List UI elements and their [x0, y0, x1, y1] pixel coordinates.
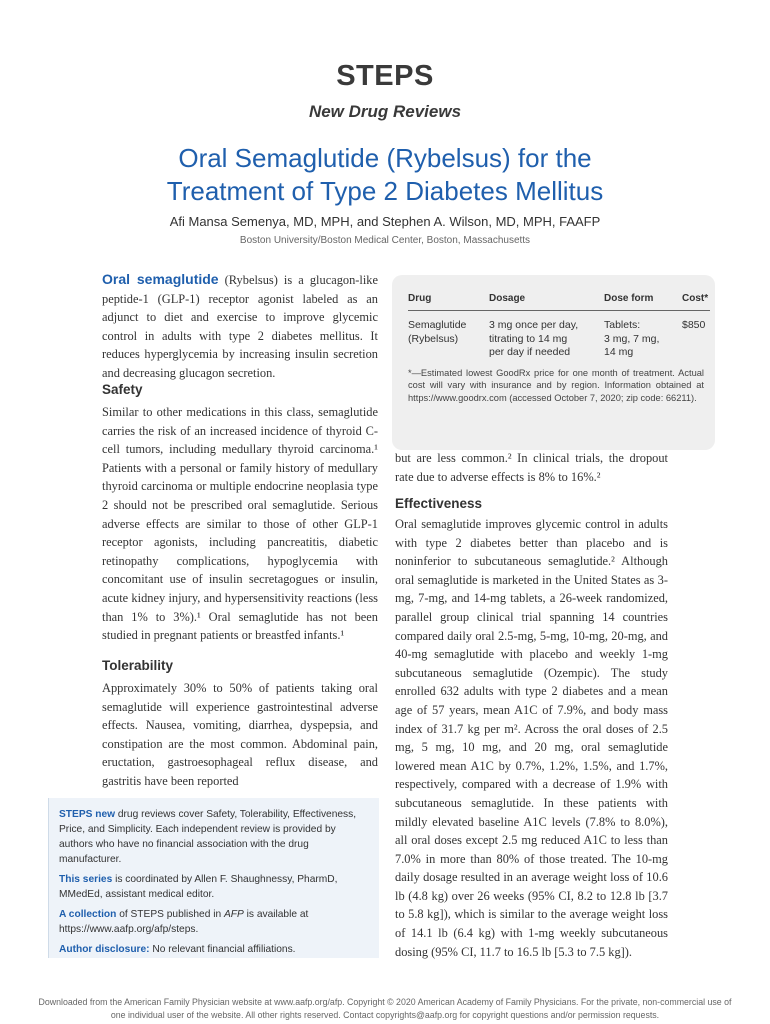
- cell-drug: Semaglutide (Rybelsus): [408, 319, 467, 345]
- intro-lead: Oral semaglutide: [102, 271, 219, 287]
- info-p3: A collection of STEPS published in AFP is available at https://www.aafp.org/afp/steps.: [59, 909, 309, 935]
- info-p2: This series is coordinated by Allen F. Shaughnessy, PharmD, MMedEd, assistant medical editor.: [59, 874, 338, 900]
- cell-cost: $850: [682, 319, 706, 331]
- table-footnote: *—Estimated lowest GoodRx price for one month of treatment. Actual cost will vary with insurance and by region. Information obtained at https://www.goodrx.com (accessed October 7, 2020; zip code: 66211).: [408, 368, 704, 403]
- effectiveness-paragraph: [395, 515, 668, 961]
- section-subhead: New Drug Reviews: [308, 102, 462, 121]
- title-line-1: Oral Semaglutide (Rybelsus) for the: [178, 143, 592, 173]
- info-p4: Author disclosure: No relevant financial affiliations.: [59, 944, 296, 955]
- table-header-row: [408, 293, 710, 311]
- authors: Afi Mansa Semenya, MD, MPH, and Stephen A. Wilson, MD, MPH, FAAFP: [169, 214, 601, 229]
- cell-dose-form: Tablets: 3 mg, 7 mg, 14 mg: [604, 319, 660, 358]
- safety-paragraph: [102, 403, 378, 645]
- tolerability-text: Approximately 30% to 50% of patients taking oral semaglutide will experience gastrointestinal adverse effects. Nausea, vomiting, diarrhea, dyspepsia, and constipation are the most common. Abdominal pain, eructation, gastroesophageal reflux disease, and gastritis have been reported: [102, 681, 378, 788]
- steps-info-box: [48, 798, 379, 958]
- intro-paragraph: [102, 270, 378, 383]
- th-cost: Cost*: [682, 293, 710, 311]
- effectiveness-text: Oral semaglutide improves glycemic control in adults with type 2 diabetes better than placebo and is noninferior to subcutaneous semaglutide.² Although oral semaglutide is marketed in the United States as 3-mg, 7-mg, and 14-mg tablets, a 26-week randomized, parallel group clinical trial spanning 14 countries compared daily oral 2.5-mg, 5-mg, 10-mg, 20-mg, and 40-mg semaglutide with placebo and weekly 1-mg subcutaneous semaglutide (Ozempic). The study enrolled 632 adults with type 2 diabetes and a mean age of 57 years, mean A1C of 7.9%, and body mass index of 31.7 kg per m². Across the oral doses of 2.5 mg, 5 mg, 10 mg, and 20 mg, oral semaglutide lowered mean A1C by 0.7%, 1.2%, 1.5%, and 1.7%, respectively, compared with a decrease of 1.9% with subcutaneous semaglutide. In these patients with mildly elevated baseline A1C levels (7.8% to 8.0%), all oral doses except 2.5 mg reduced A1C to less than 7.0% in more than 80% of those treated. The 10-mg daily dosage resulted in an average weight loss of 10.6 lb (4.8 kg) over 26 weeks (95% CI, 8.2 to 12.8 lb [3.7 to 5.8 kg]), which is similar to the average weight loss of 14.1 lb (6.4 kg) with 1-mg weekly subcutaneous dosing (95% CI, 11.7 to 16.5 lb [5.3 to 7.5 kg]).: [395, 517, 668, 959]
- table-row: [408, 311, 710, 360]
- info-p1: STEPS new drug reviews cover Safety, Tolerability, Effectiveness, Price, and Simplicity. Each independent review is provided by authors who have no financial association with the drug manufacturer.: [59, 809, 357, 865]
- tolerability-heading: Tolerability: [102, 658, 174, 673]
- drug-table: [408, 293, 710, 360]
- masthead: STEPS: [336, 60, 434, 92]
- th-dosage: Dosage: [489, 293, 604, 311]
- intro-text: (Rybelsus) is a glucagon-like peptide-1 (GLP-1) receptor agonist labeled as an adjunct to diet and exercise to improve glycemic control in adults with type 2 diabetes mellitus. It reduces hyperglycemia by increasing insulin secretion and decreasing glucagon secretion.: [102, 273, 378, 380]
- title-line-2: Treatment of Type 2 Diabetes Mellitus: [166, 176, 604, 206]
- copyright-footer: Downloaded from the American Family Physician website at www.aafp.org/afp. Copyright © 2020 American Academy of Family Physicians. For the private, non-commercial use of one individual user of the website. All other rights reserved. Contact copyrights@aafp.org for copyright questions and/or permission requests.: [38, 997, 732, 1020]
- safety-heading: Safety: [102, 382, 143, 397]
- effectiveness-heading: Effectiveness: [395, 496, 483, 511]
- tolerability-continued: [395, 449, 668, 486]
- safety-text: Similar to other medications in this class, semaglutide carries the risk of an increased incidence of thyroid C-cell tumors, including medullary thyroid carcinoma.¹ Patients with a personal or family history of medullary thyroid carcinoma or multiple endocrine neoplasia type 2 should not be prescribed oral semaglutide. Serious adverse effects are similar to those of other GLP-1 receptor agonists, including pancreatitis, diabetic retinopathy complications, hypoglycemia with concomitant use of insulin secretagogues or insulin, acute kidney injury, and hypersensitivity reactions (less than 1% to 3%).¹ Oral semaglutide has not been studied in pregnant patients or breastfed infants.¹: [102, 405, 378, 643]
- article-title: [60, 142, 710, 208]
- tolerability-paragraph: [102, 679, 378, 791]
- cell-dosage: 3 mg once per day, titrating to 14 mg per day if needed: [489, 319, 579, 358]
- th-drug: Drug: [408, 293, 489, 311]
- tolerability-continued-text: but are less common.² In clinical trials, the dropout rate due to adverse effects is 8% to 16%.²: [395, 451, 668, 484]
- th-dose-form: Dose form: [604, 293, 682, 311]
- affiliation: Boston University/Boston Medical Center, Boston, Massachusetts: [239, 235, 531, 246]
